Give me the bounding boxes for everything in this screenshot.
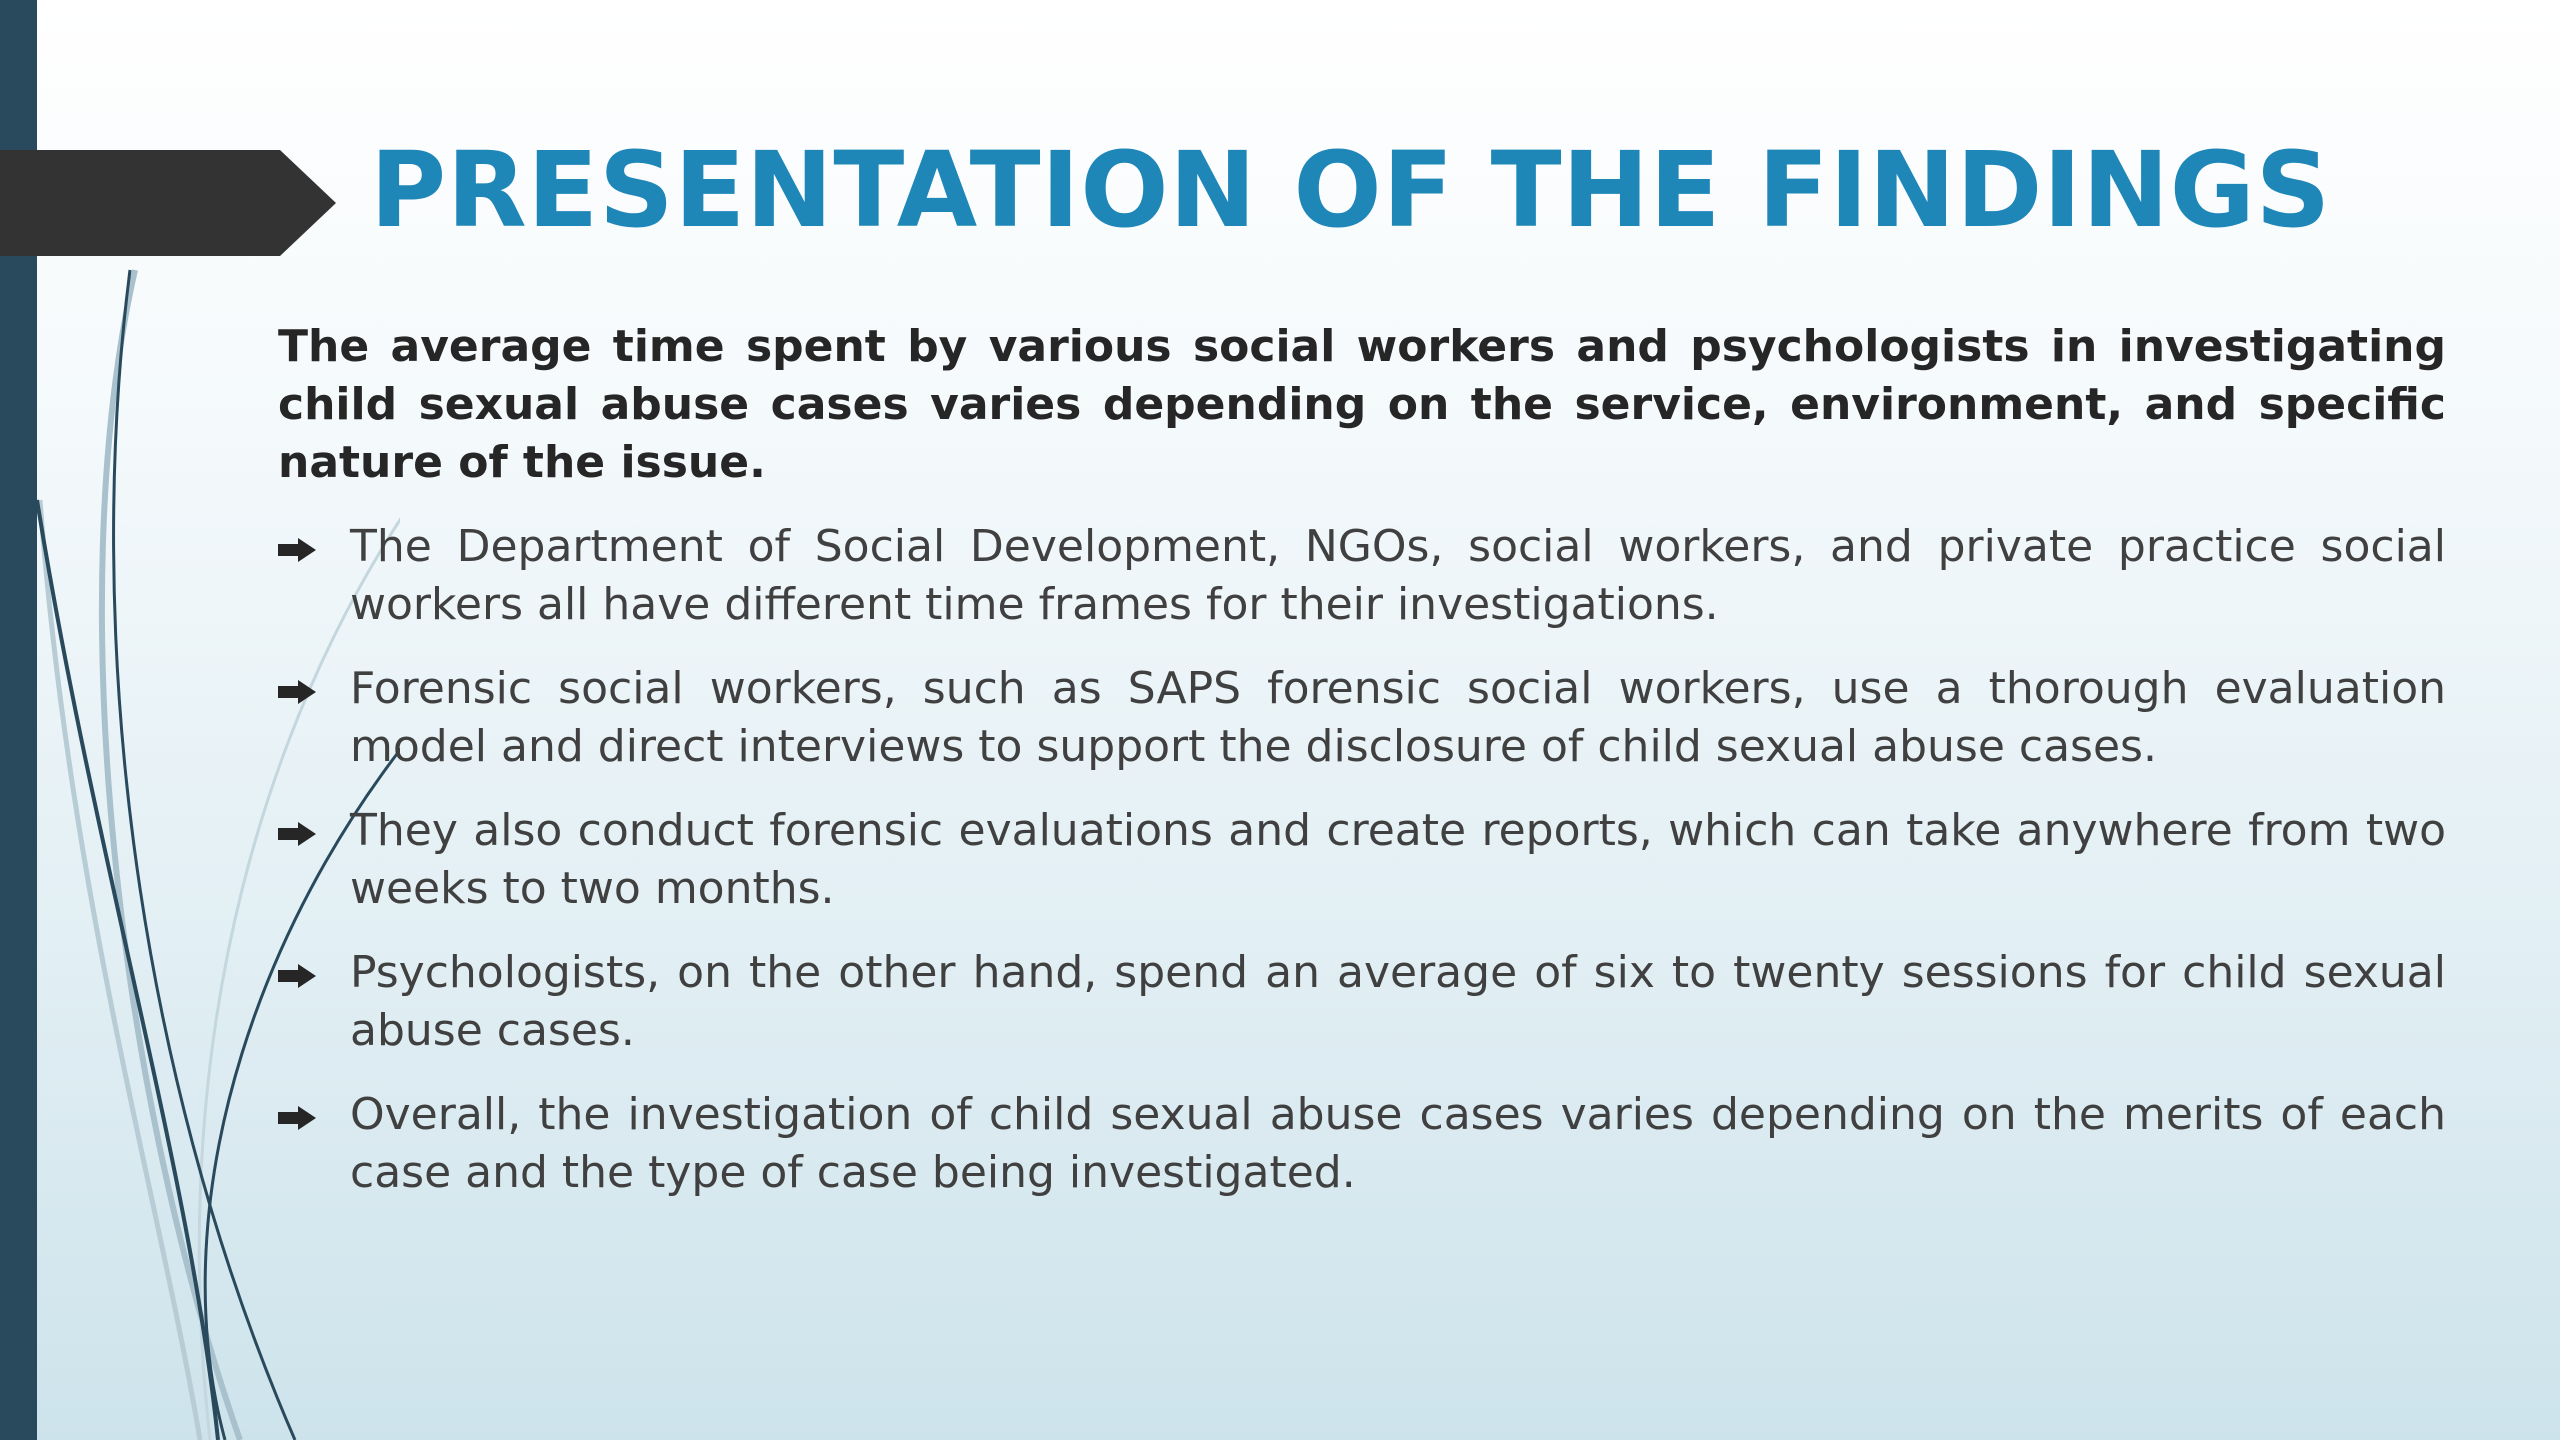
bullet-item	[278, 518, 2446, 634]
arrow-right-icon	[278, 538, 316, 562]
bullet-item	[278, 1086, 2446, 1202]
bullet-list	[278, 518, 2446, 1228]
bullet-item	[278, 660, 2446, 776]
slide-title: PRESENTATION OF THE FINDINGS	[370, 129, 2331, 251]
bullet-text: The Department of Social Development, NGOs, social workers, and private practice social workers all have different time frames for their investigations.	[350, 521, 2446, 630]
title-arrow-shape	[0, 150, 336, 256]
arrow-right-icon	[278, 1106, 316, 1130]
arrow-right-icon	[278, 680, 316, 704]
bullet-text: They also conduct forensic evaluations and create reports, which can take anywhere from two weeks to two months.	[350, 805, 2446, 914]
arrow-right-icon	[278, 822, 316, 846]
bullet-text: Overall, the investigation of child sexual abuse cases varies depending on the merits of each case and the type of case being investigated.	[350, 1089, 2446, 1198]
intro-paragraph: The average time spent by various social workers and psychologists in investigating child sexual abuse cases varies depending on the service, environment, and specific nature of the issue.	[278, 321, 2446, 488]
bullet-item	[278, 802, 2446, 918]
bullet-text: Forensic social workers, such as SAPS forensic social workers, use a thorough evaluation model and direct interviews to support the disclosure of child sexual abuse cases.	[350, 663, 2446, 772]
arrow-right-icon	[278, 964, 316, 988]
bullet-item	[278, 944, 2446, 1060]
bullet-text: Psychologists, on the other hand, spend an average of six to twenty sessions for child sexual abuse cases.	[350, 947, 2446, 1056]
